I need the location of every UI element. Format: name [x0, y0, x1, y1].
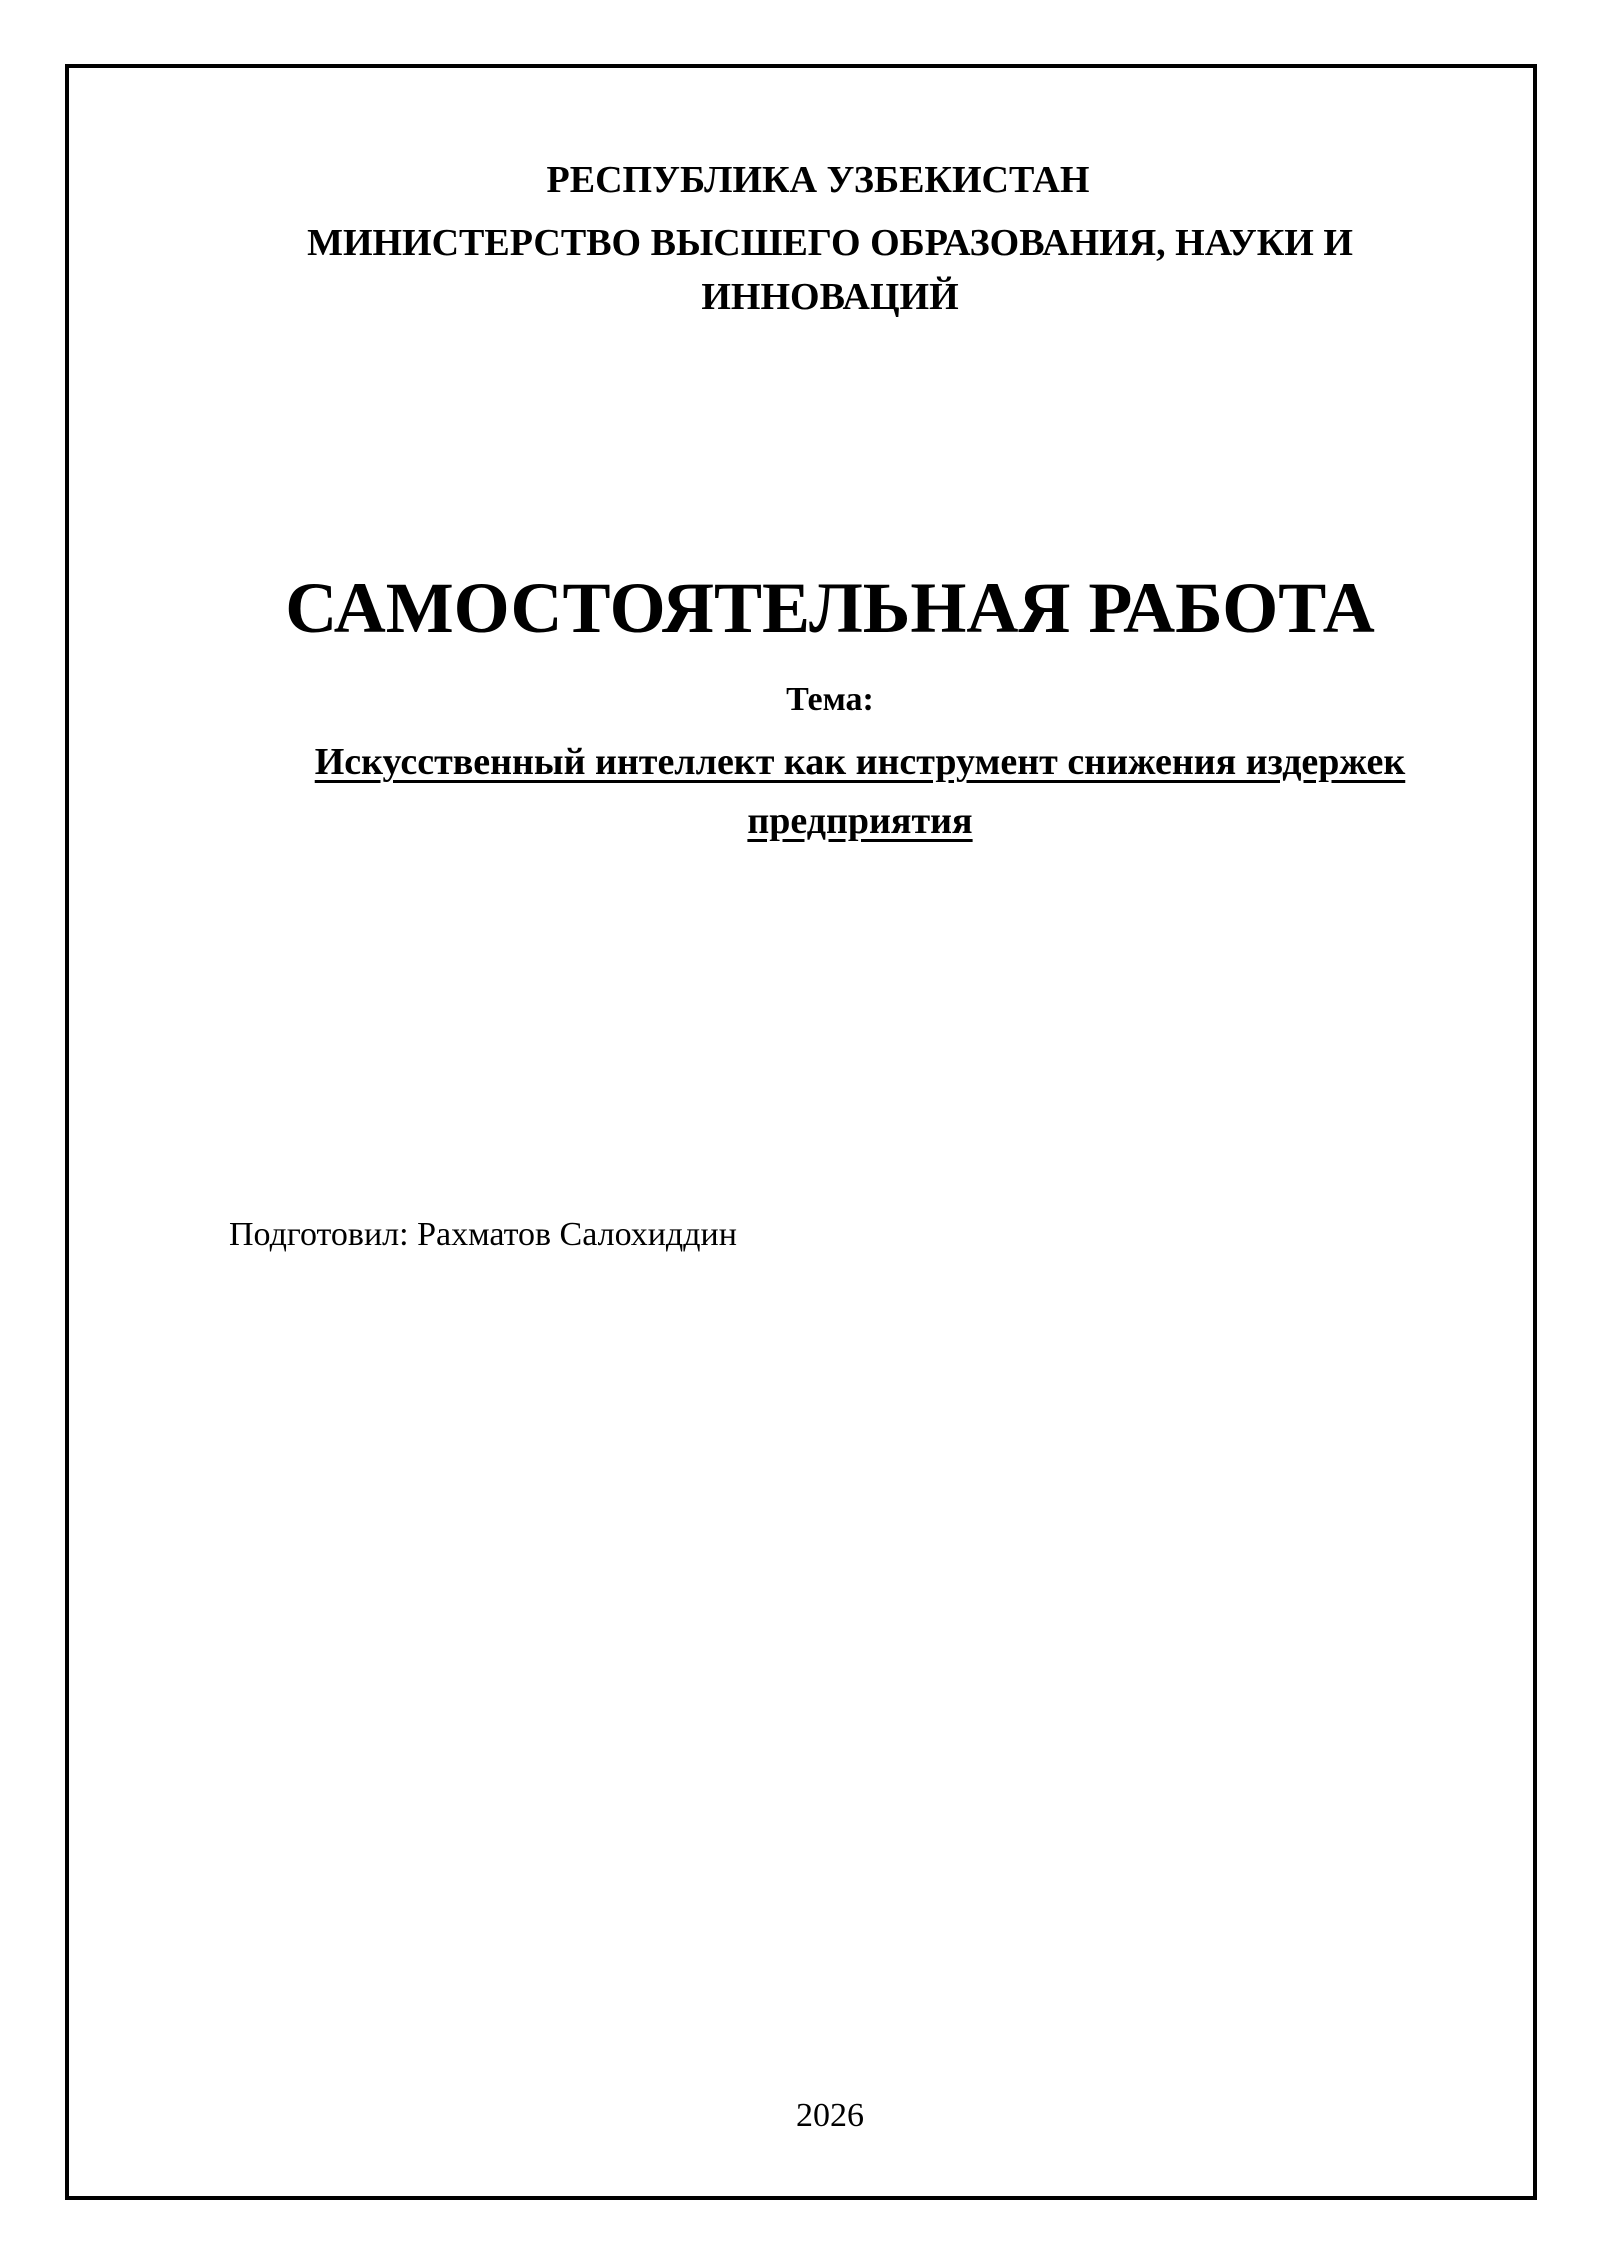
document-title: САМОСТОЯТЕЛЬНАЯ РАБОТА	[285, 568, 1375, 648]
republic-header: РЕСПУБЛИКА УЗБЕКИСТАН	[546, 159, 1090, 201]
ministry-header-line1: МИНИСТЕРСТВО ВЫСШЕГО ОБРАЗОВАНИЯ, НАУКИ И	[307, 222, 1353, 264]
ministry-header-line2: ИННОВАЦИЙ	[701, 276, 959, 318]
prepared-by: Подготовил: Рахматов Салохиддин	[229, 1216, 737, 1253]
topic-text: Искусственный интеллект как инструмент снижения издержек предприятия	[314, 741, 1406, 842]
year: 2026	[796, 2097, 864, 2134]
page-border-frame	[65, 64, 1537, 2200]
topic-label: Тема:	[786, 681, 874, 718]
